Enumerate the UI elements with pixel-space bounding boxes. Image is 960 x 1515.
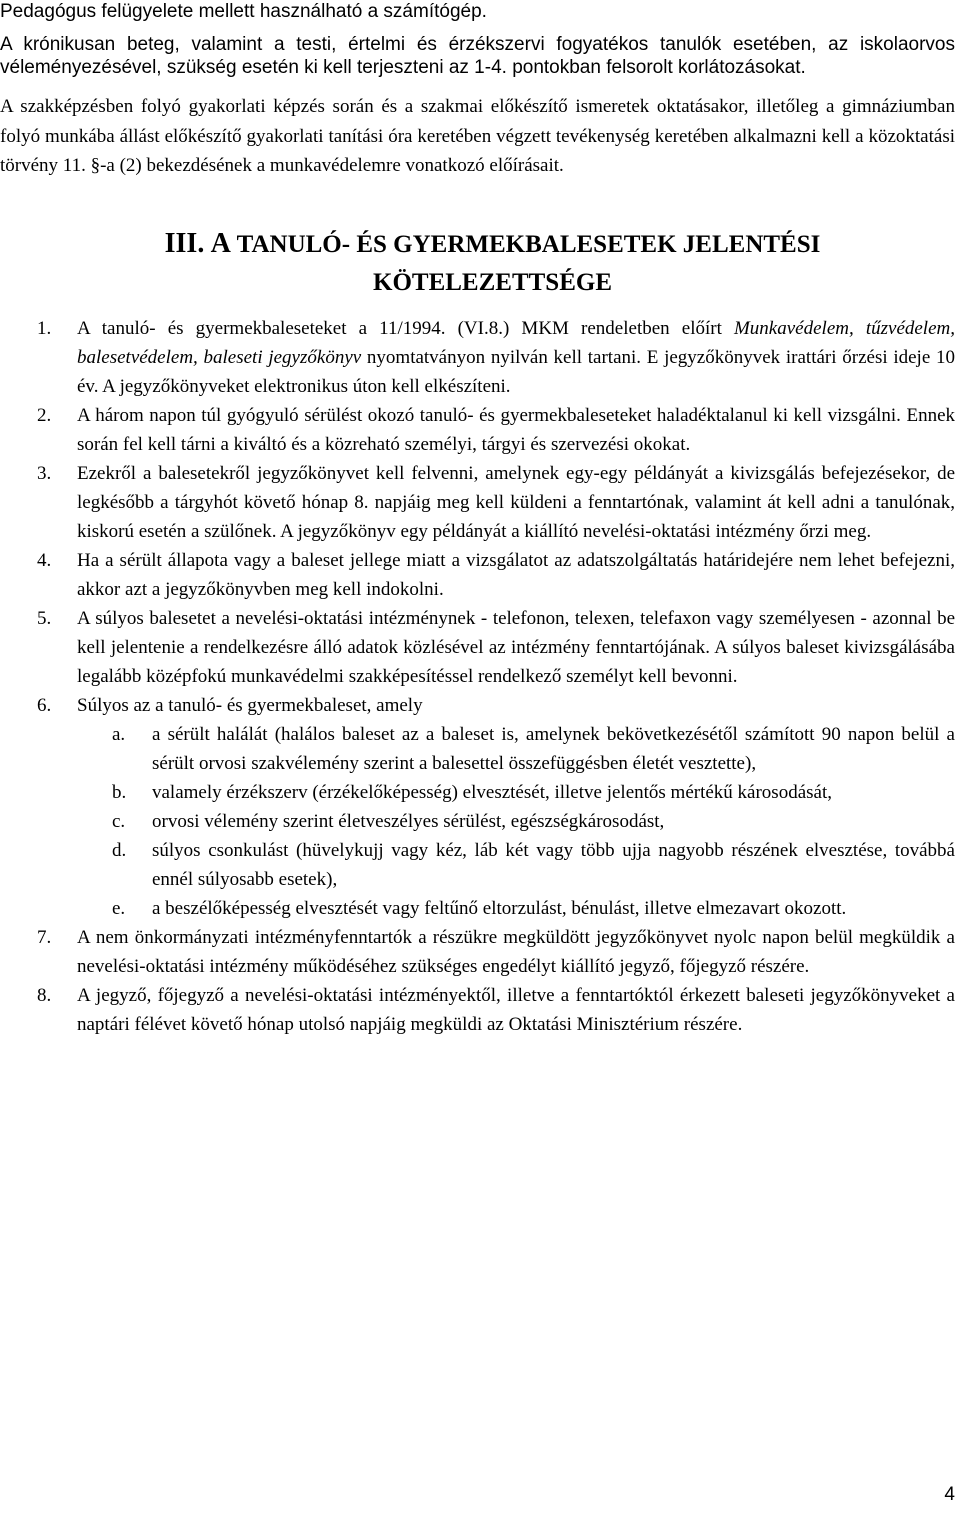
list-item	[0, 981, 955, 1039]
list-item-text: Ezekről a balesetekről jegyzőkönyvet kell felvenni, amelynek egy-egy példányát a kivizsgálás befejezésekor, de legkésőbb a tárgyhót követő hónap 8. napjáig meg kell küldeni a fenntartónak, valamint át kell adni a tanulónak, kiskorú esetén a szülőnek. A jegyzőkönyv egy példányát a kiállító nevelési-oktatási intézmény őrzi meg.	[77, 462, 955, 542]
sub-list-item	[0, 720, 955, 778]
paragraph-vocational-training: A szakképzésben folyó gyakorlati képzés során és a szakmai előkészítő ismeretek oktatásakor, illetőleg a gimnáziumban folyó munkába állást előkészítő gyakorlati tanítási óra keretében végzett tevékenység keretében alkalmazni kell a közoktatási törvény 11. §-a (2) bekezdésének a munkavédelemre vonatkozó előírásait.	[0, 96, 955, 176]
list-item	[0, 401, 955, 459]
section-heading	[0, 225, 955, 302]
sub-item-text: orvosi vélemény szerint életveszélyes sérülést, egészségkárosodást,	[152, 810, 665, 832]
list-item	[0, 546, 955, 604]
list-item-number: 2.	[37, 404, 52, 426]
form-title-italic: Munkavédelem, tűzvédelem, balesetvédelem, baleseti jegyzőkönyv	[77, 317, 955, 368]
list-item	[0, 459, 955, 546]
list-item-number: 8.	[37, 984, 52, 1006]
paragraph-computer-supervision: Pedagógus felügyelete mellett használható a számítógép.	[0, 1, 487, 22]
list-item-number: 3.	[37, 462, 52, 484]
sub-item-letter: c.	[112, 810, 126, 832]
sub-list-item	[0, 836, 955, 894]
list-item-number: 4.	[37, 549, 52, 571]
sub-item-text: valamely érzékszerv (érzékelőképesség) elvesztését, illetve jelentős mértékű károsodását,	[152, 781, 832, 803]
list-item	[0, 923, 955, 981]
section-title-initial: A	[210, 227, 231, 259]
section-heading-line1	[30, 225, 955, 264]
list-item-number: 6.	[37, 694, 52, 716]
list-item-text: Ha a sérült állapota vagy a baleset jellege miatt a vizsgálatot az adatszolgáltatás határidejére nem lehet befejezni, akkor azt a jegyzőkönyvben meg kell indokolni.	[77, 549, 955, 600]
paragraph-chronic-illness: A krónikusan beteg, valamint a testi, értelmi és érzékszervi fogyatékos tanulók esetében, az iskolaorvos véleményezésével, szükség esetén ki kell terjeszteni az 1-4. pontokban felsorolt korlátozásokat.	[0, 34, 955, 78]
list-item	[0, 314, 955, 401]
sub-list-item	[0, 807, 955, 836]
list-item-text: A nem önkormányzati intézményfenntartók a részükre megküldött jegyzőkönyvet nyolc napon belül megküldik a nevelési-oktatási intézmény működéséhez szükséges engedélyt kiállító jegyző, főjegyző részére.	[77, 926, 955, 977]
list-item-text	[77, 314, 955, 401]
section-title-line1: TANULÓ- ÉS GYERMEKBALESETEK JELENTÉSI	[236, 230, 821, 258]
list-item-text: A három napon túl gyógyuló sérülést okozó tanuló- és gyermekbaleseteket haladéktalanul ki kell vizsgálni. Ennek során fel kell tárni a kiváltó és a közreható személyi, tárgyi és szervezési okokat.	[77, 404, 955, 455]
list-item-number: 1.	[37, 317, 52, 339]
page-number: 4	[944, 1484, 955, 1505]
list-item-text: Súlyos az a tanuló- és gyermekbaleset, amely	[77, 694, 423, 716]
sub-item-letter: b.	[112, 781, 127, 803]
list-item-text: A súlyos balesetet a nevelési-oktatási intézménynek - telefonon, telexen, telefaxon vagy személyesen - azonnal be kell jelentenie a rendelkezésre álló adatok közlésével az intézmény fenntartójának. A súlyos baleset kivizsgálásába legalább középfokú munkavédelmi szakképesítéssel rendelkező személyt kell bevonni.	[77, 607, 955, 687]
sub-list-item	[0, 778, 955, 807]
sub-list	[0, 720, 955, 923]
list-item-number: 5.	[37, 607, 52, 629]
list-item-text: A jegyző, főjegyző a nevelési-oktatási intézményektől, illetve a fenntartóktól érkezett baleseti jegyzőkönyveket a naptári félévet követő hónap utolsó napjáig megküldi az Oktatási Minisztérium részére.	[77, 984, 955, 1035]
sub-item-text: a beszélőképesség elvesztését vagy feltűnő eltorzulást, bénulást, illetve elmezavart okozott.	[152, 897, 847, 919]
sub-item-text: a sérült halálát (halálos baleset az a baleset is, amelynek bekövetkezésétől számított 90 napon belül a sérült orvosi szakvélemény szerint a balesettel összefüggésben életét vesztette),	[152, 723, 955, 774]
sub-item-text: súlyos csonkulást (hüvelykujj vagy kéz, láb két vagy több ujja nagyobb részének elvesztése, továbbá ennél súlyosabb esetek),	[152, 839, 955, 890]
item-text-after: nyomtatványon nyilván kell tartani. E jegyzőkönyvek irattári őrzési ideje 10 év. A jegyzőkönyveket elektronikus úton kell elkészíteni.	[77, 346, 955, 397]
sub-item-letter: d.	[112, 839, 127, 861]
list-item-number: 7.	[37, 926, 52, 948]
sub-item-letter: a.	[112, 723, 126, 745]
section-title-line2: KÖTELEZETTSÉGE	[373, 268, 612, 296]
list-item	[0, 691, 955, 923]
sub-list-item	[0, 894, 955, 923]
numbered-list	[0, 314, 955, 1039]
section-number: III.	[164, 227, 205, 259]
list-item	[0, 604, 955, 691]
sub-item-letter: e.	[112, 897, 126, 919]
item-text-before: A tanuló- és gyermekbaleseteket a 11/1994. (VI.8.) MKM rendeletben előírt	[77, 317, 734, 339]
